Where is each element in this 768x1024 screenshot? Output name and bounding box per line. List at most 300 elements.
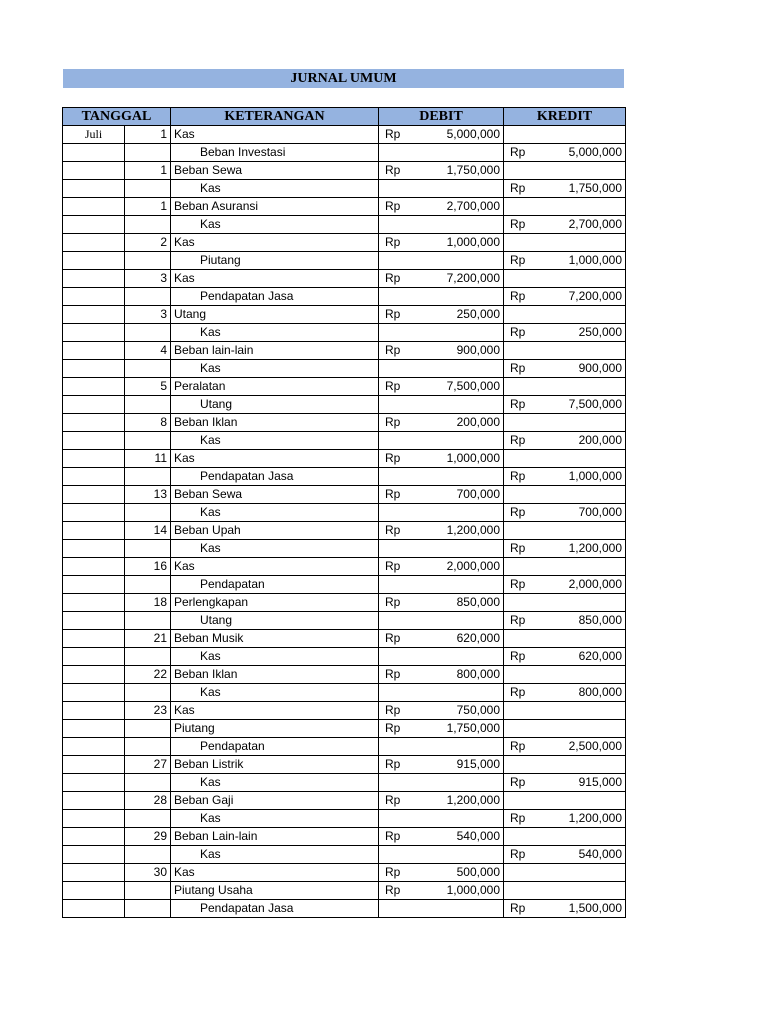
- month-cell: [63, 882, 125, 900]
- day-cell: [125, 144, 171, 162]
- day-cell: 13: [125, 486, 171, 504]
- month-cell: [63, 306, 125, 324]
- month-cell: [63, 378, 125, 396]
- kredit-cell: [504, 396, 626, 414]
- keterangan-cell: Kas: [171, 540, 379, 558]
- currency-label: Rp: [510, 289, 526, 303]
- currency-label: Rp: [385, 865, 401, 879]
- kredit-cell: [504, 882, 626, 900]
- keterangan-cell: Beban lain-lain: [171, 342, 379, 360]
- table-row: [63, 360, 626, 378]
- keterangan-cell: Kas: [171, 504, 379, 522]
- day-cell: [125, 540, 171, 558]
- day-cell: [125, 774, 171, 792]
- table-row: [63, 252, 626, 270]
- table-row: [63, 576, 626, 594]
- table-row: [63, 558, 626, 576]
- kredit-cell: [504, 738, 626, 756]
- month-cell: [63, 576, 125, 594]
- keterangan-cell: Pendapatan Jasa: [171, 288, 379, 306]
- day-cell: [125, 216, 171, 234]
- kredit-cell: [504, 864, 626, 882]
- day-cell: 14: [125, 522, 171, 540]
- table-row: [63, 594, 626, 612]
- currency-label: Rp: [510, 901, 526, 915]
- kredit-amount: 700,000: [578, 505, 622, 519]
- kredit-cell: [504, 558, 626, 576]
- kredit-cell: [504, 540, 626, 558]
- table-row: [63, 828, 626, 846]
- journal-title: JURNAL UMUM: [63, 69, 624, 88]
- debit-amount: 2,000,000: [446, 559, 500, 573]
- debit-cell: [379, 612, 504, 630]
- kredit-amount: 2,000,000: [568, 577, 622, 591]
- day-cell: [125, 360, 171, 378]
- journal-table: [62, 107, 626, 918]
- month-cell: [63, 396, 125, 414]
- kredit-cell: [504, 774, 626, 792]
- kredit-amount: 900,000: [578, 361, 622, 375]
- table-row: [63, 342, 626, 360]
- month-cell: [63, 792, 125, 810]
- kredit-amount: 540,000: [578, 847, 622, 861]
- kredit-cell: [504, 162, 626, 180]
- table-row: [63, 810, 626, 828]
- debit-amount: 2,700,000: [446, 199, 500, 213]
- header-row: [63, 108, 626, 126]
- day-cell: [125, 738, 171, 756]
- debit-amount: 850,000: [456, 595, 500, 609]
- kredit-amount: 1,750,000: [568, 181, 622, 195]
- keterangan-cell: Beban Lain-lain: [171, 828, 379, 846]
- keterangan-cell: Kas: [171, 864, 379, 882]
- table-row: [63, 846, 626, 864]
- keterangan-cell: Kas: [171, 702, 379, 720]
- kredit-cell: [504, 648, 626, 666]
- currency-label: Rp: [385, 127, 401, 141]
- debit-cell: [379, 360, 504, 378]
- kredit-cell: [504, 792, 626, 810]
- day-cell: [125, 612, 171, 630]
- debit-cell: [379, 666, 504, 684]
- kredit-cell: [504, 612, 626, 630]
- table-row: [63, 702, 626, 720]
- keterangan-cell: Kas: [171, 126, 379, 144]
- keterangan-cell: Kas: [171, 216, 379, 234]
- kredit-cell: [504, 594, 626, 612]
- debit-cell: [379, 486, 504, 504]
- currency-label: Rp: [385, 721, 401, 735]
- month-cell: [63, 540, 125, 558]
- day-cell: [125, 432, 171, 450]
- currency-label: Rp: [510, 685, 526, 699]
- debit-cell: [379, 720, 504, 738]
- kredit-cell: [504, 576, 626, 594]
- month-cell: [63, 900, 125, 918]
- kredit-amount: 1,200,000: [568, 541, 622, 555]
- month-cell: [63, 828, 125, 846]
- debit-amount: 1,000,000: [446, 451, 500, 465]
- month-cell: [63, 504, 125, 522]
- debit-cell: [379, 324, 504, 342]
- currency-label: Rp: [385, 235, 401, 249]
- debit-cell: [379, 504, 504, 522]
- kredit-amount: 1,000,000: [568, 253, 622, 267]
- kredit-cell: [504, 432, 626, 450]
- currency-label: Rp: [510, 433, 526, 447]
- debit-amount: 915,000: [456, 757, 500, 771]
- currency-label: Rp: [385, 271, 401, 285]
- month-cell: [63, 522, 125, 540]
- table-row: [63, 432, 626, 450]
- currency-label: Rp: [385, 883, 401, 897]
- debit-cell: [379, 630, 504, 648]
- day-cell: 3: [125, 270, 171, 288]
- debit-amount: 7,200,000: [446, 271, 500, 285]
- debit-cell: [379, 900, 504, 918]
- keterangan-cell: Kas: [171, 360, 379, 378]
- debit-amount: 7,500,000: [446, 379, 500, 393]
- month-cell: [63, 702, 125, 720]
- table-row: [63, 468, 626, 486]
- kredit-cell: [504, 324, 626, 342]
- month-cell: [63, 324, 125, 342]
- debit-amount: 1,200,000: [446, 523, 500, 537]
- currency-label: Rp: [385, 703, 401, 717]
- table-row: [63, 288, 626, 306]
- debit-cell: [379, 540, 504, 558]
- debit-amount: 500,000: [456, 865, 500, 879]
- month-cell: [63, 270, 125, 288]
- table-row: [63, 864, 626, 882]
- keterangan-cell: Kas: [171, 774, 379, 792]
- keterangan-cell: Kas: [171, 432, 379, 450]
- keterangan-cell: Pendapatan Jasa: [171, 900, 379, 918]
- keterangan-cell: Kas: [171, 234, 379, 252]
- month-cell: [63, 216, 125, 234]
- currency-label: Rp: [510, 739, 526, 753]
- debit-cell: [379, 828, 504, 846]
- table-row: [63, 126, 626, 144]
- table-row: [63, 162, 626, 180]
- debit-cell: [379, 144, 504, 162]
- kredit-amount: 5,000,000: [568, 145, 622, 159]
- debit-cell: [379, 522, 504, 540]
- day-cell: 1: [125, 126, 171, 144]
- kredit-cell: [504, 306, 626, 324]
- currency-label: Rp: [510, 847, 526, 861]
- month-cell: [63, 558, 125, 576]
- currency-label: Rp: [385, 487, 401, 501]
- month-cell: Juli: [63, 126, 125, 144]
- day-cell: 8: [125, 414, 171, 432]
- table-row: [63, 522, 626, 540]
- keterangan-cell: Beban Gaji: [171, 792, 379, 810]
- debit-cell: [379, 180, 504, 198]
- kredit-cell: [504, 126, 626, 144]
- debit-amount: 250,000: [456, 307, 500, 321]
- currency-label: Rp: [385, 559, 401, 573]
- kredit-cell: [504, 378, 626, 396]
- table-row: [63, 882, 626, 900]
- kredit-cell: [504, 504, 626, 522]
- day-cell: [125, 720, 171, 738]
- kredit-amount: 7,500,000: [568, 397, 622, 411]
- month-cell: [63, 180, 125, 198]
- table-row: [63, 450, 626, 468]
- keterangan-cell: Beban Upah: [171, 522, 379, 540]
- debit-cell: [379, 558, 504, 576]
- debit-cell: [379, 378, 504, 396]
- kredit-cell: [504, 288, 626, 306]
- table-row: [63, 378, 626, 396]
- debit-cell: [379, 810, 504, 828]
- month-cell: [63, 288, 125, 306]
- debit-cell: [379, 738, 504, 756]
- table-row: [63, 792, 626, 810]
- debit-amount: 700,000: [456, 487, 500, 501]
- month-cell: [63, 432, 125, 450]
- header-debit: DEBIT: [379, 108, 504, 126]
- debit-cell: [379, 792, 504, 810]
- kredit-cell: [504, 198, 626, 216]
- kredit-cell: [504, 180, 626, 198]
- currency-label: Rp: [510, 649, 526, 663]
- kredit-cell: [504, 414, 626, 432]
- currency-label: Rp: [385, 199, 401, 213]
- table-row: [63, 396, 626, 414]
- table-row: [63, 198, 626, 216]
- keterangan-cell: Utang: [171, 306, 379, 324]
- month-cell: [63, 756, 125, 774]
- debit-cell: [379, 162, 504, 180]
- table-row: [63, 648, 626, 666]
- keterangan-cell: Pendapatan: [171, 576, 379, 594]
- keterangan-cell: Beban Sewa: [171, 162, 379, 180]
- table-row: [63, 306, 626, 324]
- kredit-cell: [504, 468, 626, 486]
- table-row: [63, 270, 626, 288]
- day-cell: [125, 900, 171, 918]
- month-cell: [63, 720, 125, 738]
- day-cell: 4: [125, 342, 171, 360]
- keterangan-cell: Beban Iklan: [171, 666, 379, 684]
- currency-label: Rp: [385, 667, 401, 681]
- keterangan-cell: Kas: [171, 450, 379, 468]
- keterangan-cell: Kas: [171, 684, 379, 702]
- debit-cell: [379, 468, 504, 486]
- currency-label: Rp: [385, 631, 401, 645]
- day-cell: 23: [125, 702, 171, 720]
- kredit-cell: [504, 144, 626, 162]
- month-cell: [63, 594, 125, 612]
- kredit-amount: 2,500,000: [568, 739, 622, 753]
- kredit-cell: [504, 450, 626, 468]
- journal-body: [63, 126, 626, 918]
- debit-cell: [379, 450, 504, 468]
- kredit-cell: [504, 720, 626, 738]
- month-cell: [63, 234, 125, 252]
- debit-cell: [379, 594, 504, 612]
- debit-cell: [379, 198, 504, 216]
- month-cell: [63, 342, 125, 360]
- keterangan-cell: Piutang Usaha: [171, 882, 379, 900]
- debit-cell: [379, 846, 504, 864]
- currency-label: Rp: [510, 361, 526, 375]
- keterangan-cell: Kas: [171, 324, 379, 342]
- debit-cell: [379, 288, 504, 306]
- month-cell: [63, 612, 125, 630]
- kredit-amount: 200,000: [578, 433, 622, 447]
- debit-amount: 620,000: [456, 631, 500, 645]
- currency-label: Rp: [385, 757, 401, 771]
- currency-label: Rp: [385, 163, 401, 177]
- debit-cell: [379, 126, 504, 144]
- kredit-amount: 800,000: [578, 685, 622, 699]
- kredit-cell: [504, 630, 626, 648]
- month-cell: [63, 360, 125, 378]
- month-cell: [63, 648, 125, 666]
- table-row: [63, 540, 626, 558]
- keterangan-cell: Piutang: [171, 720, 379, 738]
- currency-label: Rp: [385, 595, 401, 609]
- month-cell: [63, 162, 125, 180]
- debit-cell: [379, 252, 504, 270]
- keterangan-cell: Beban Musik: [171, 630, 379, 648]
- debit-amount: 5,000,000: [446, 127, 500, 141]
- day-cell: 27: [125, 756, 171, 774]
- keterangan-cell: Beban Listrik: [171, 756, 379, 774]
- debit-cell: [379, 216, 504, 234]
- day-cell: 30: [125, 864, 171, 882]
- keterangan-cell: Beban Iklan: [171, 414, 379, 432]
- keterangan-cell: Utang: [171, 612, 379, 630]
- keterangan-cell: Kas: [171, 648, 379, 666]
- keterangan-cell: Kas: [171, 558, 379, 576]
- day-cell: [125, 504, 171, 522]
- keterangan-cell: Pendapatan Jasa: [171, 468, 379, 486]
- table-row: [63, 720, 626, 738]
- table-row: [63, 684, 626, 702]
- day-cell: 2: [125, 234, 171, 252]
- debit-cell: [379, 396, 504, 414]
- day-cell: [125, 396, 171, 414]
- month-cell: [63, 810, 125, 828]
- currency-label: Rp: [510, 181, 526, 195]
- month-cell: [63, 198, 125, 216]
- kredit-cell: [504, 684, 626, 702]
- debit-cell: [379, 234, 504, 252]
- keterangan-cell: Beban Investasi: [171, 144, 379, 162]
- table-row: [63, 234, 626, 252]
- keterangan-cell: Pendapatan: [171, 738, 379, 756]
- kredit-amount: 620,000: [578, 649, 622, 663]
- header-kredit: KREDIT: [504, 108, 626, 126]
- debit-cell: [379, 432, 504, 450]
- debit-amount: 900,000: [456, 343, 500, 357]
- header-tanggal: TANGGAL: [63, 108, 171, 126]
- month-cell: [63, 450, 125, 468]
- day-cell: 21: [125, 630, 171, 648]
- month-cell: [63, 864, 125, 882]
- month-cell: [63, 738, 125, 756]
- currency-label: Rp: [385, 343, 401, 357]
- kredit-cell: [504, 702, 626, 720]
- day-cell: 5: [125, 378, 171, 396]
- month-cell: [63, 414, 125, 432]
- day-cell: [125, 648, 171, 666]
- kredit-cell: [504, 828, 626, 846]
- day-cell: 11: [125, 450, 171, 468]
- debit-cell: [379, 342, 504, 360]
- debit-cell: [379, 576, 504, 594]
- currency-label: Rp: [510, 145, 526, 159]
- kredit-cell: [504, 846, 626, 864]
- header-keterangan: KETERANGAN: [171, 108, 379, 126]
- debit-cell: [379, 864, 504, 882]
- table-row: [63, 756, 626, 774]
- kredit-cell: [504, 666, 626, 684]
- debit-cell: [379, 648, 504, 666]
- debit-cell: [379, 756, 504, 774]
- day-cell: 16: [125, 558, 171, 576]
- kredit-cell: [504, 342, 626, 360]
- day-cell: [125, 252, 171, 270]
- debit-amount: 200,000: [456, 415, 500, 429]
- kredit-amount: 915,000: [578, 775, 622, 789]
- month-cell: [63, 486, 125, 504]
- kredit-amount: 1,500,000: [568, 901, 622, 915]
- currency-label: Rp: [385, 829, 401, 843]
- currency-label: Rp: [385, 793, 401, 807]
- table-row: [63, 180, 626, 198]
- keterangan-cell: Beban Asuransi: [171, 198, 379, 216]
- kredit-cell: [504, 486, 626, 504]
- kredit-cell: [504, 756, 626, 774]
- kredit-amount: 250,000: [578, 325, 622, 339]
- kredit-cell: [504, 522, 626, 540]
- currency-label: Rp: [510, 811, 526, 825]
- currency-label: Rp: [385, 415, 401, 429]
- debit-amount: 1,750,000: [446, 163, 500, 177]
- keterangan-cell: Piutang: [171, 252, 379, 270]
- table-row: [63, 738, 626, 756]
- currency-label: Rp: [510, 775, 526, 789]
- day-cell: [125, 882, 171, 900]
- currency-label: Rp: [510, 469, 526, 483]
- debit-amount: 800,000: [456, 667, 500, 681]
- currency-label: Rp: [510, 253, 526, 267]
- day-cell: [125, 684, 171, 702]
- kredit-amount: 1,000,000: [568, 469, 622, 483]
- day-cell: [125, 180, 171, 198]
- day-cell: 18: [125, 594, 171, 612]
- currency-label: Rp: [385, 307, 401, 321]
- day-cell: 1: [125, 198, 171, 216]
- month-cell: [63, 630, 125, 648]
- keterangan-cell: Perlengkapan: [171, 594, 379, 612]
- currency-label: Rp: [385, 523, 401, 537]
- keterangan-cell: Peralatan: [171, 378, 379, 396]
- keterangan-cell: Kas: [171, 180, 379, 198]
- debit-cell: [379, 702, 504, 720]
- debit-cell: [379, 414, 504, 432]
- debit-cell: [379, 270, 504, 288]
- day-cell: 28: [125, 792, 171, 810]
- keterangan-cell: Kas: [171, 810, 379, 828]
- table-row: [63, 486, 626, 504]
- day-cell: 3: [125, 306, 171, 324]
